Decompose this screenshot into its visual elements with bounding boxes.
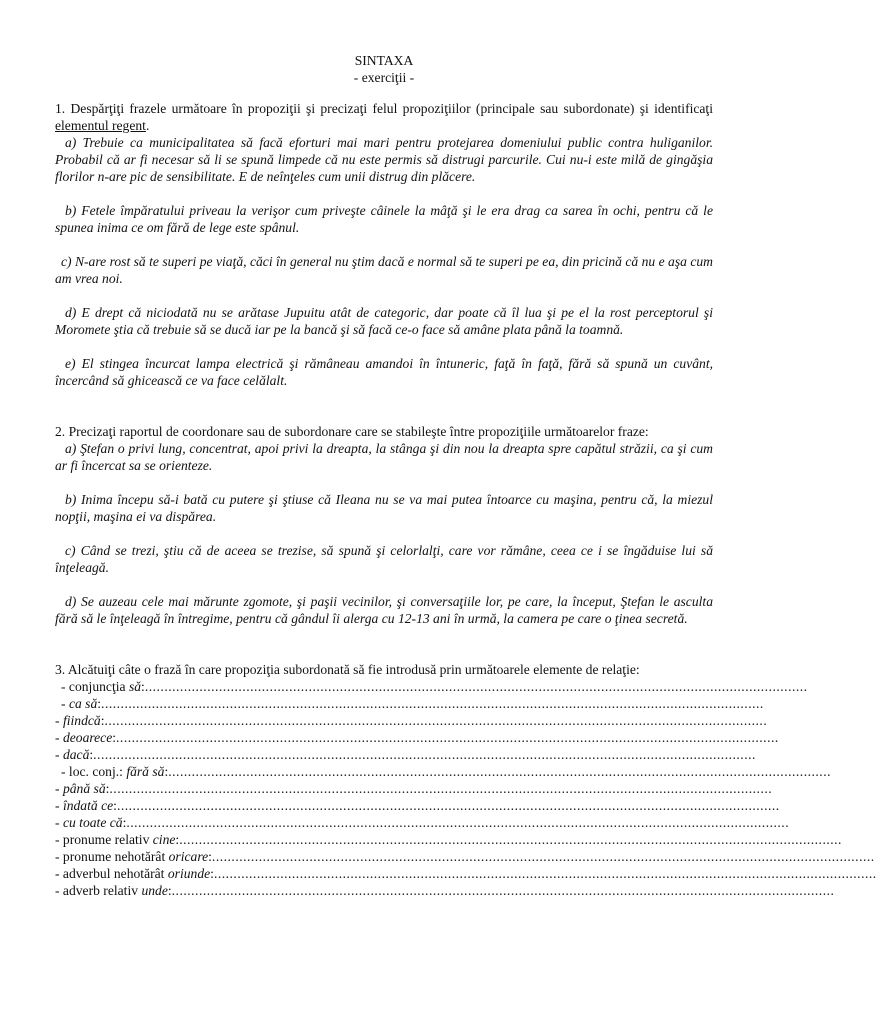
line-prefix: - — [55, 713, 63, 728]
exercise-1-underlined-term: elementul regent — [55, 118, 146, 133]
answer-line[interactable] — [55, 729, 779, 746]
answer-line[interactable] — [55, 746, 756, 763]
line-suffix: : — [100, 713, 105, 728]
answer-dots: .......................................................................................................................................................................... — [211, 849, 875, 864]
line-prefix: - — [55, 798, 63, 813]
line-prefix: - conjuncţia — [61, 679, 129, 694]
line-prefix: - — [55, 730, 63, 745]
exercise-1-item-b: b) Fetele împăratului priveau la verişor cum priveşte câinele la mâţă şi le era drag ca sarea în ochi, pentru că le spunea inima ce om fără de lege este spânul. — [55, 203, 713, 235]
exercise-1-item-e: e) El stingea încurcat lampa electrică şi rămâneau amandoi în întuneric, faţă în faţă, fără să spună un cuvânt, încercând să ghicească ce va face celălalt. — [55, 356, 713, 388]
answer-line[interactable] — [55, 797, 780, 814]
line-term: cine — [152, 832, 176, 847]
answer-dots: .......................................................................................................................................................................... — [101, 696, 764, 711]
answer-dots: .......................................................................................................................................................................... — [144, 679, 808, 694]
line-suffix: : — [167, 883, 172, 898]
line-suffix: : — [97, 696, 102, 711]
line-prefix: - loc. conj.: — [61, 764, 127, 779]
answer-line[interactable] — [55, 678, 808, 695]
line-term: oricare — [168, 849, 209, 864]
exercise-1-intro-end: . — [145, 118, 150, 133]
line-term: unde — [141, 883, 168, 898]
line-suffix: : — [112, 730, 117, 745]
answer-dots: .......................................................................................................................................................................... — [179, 832, 842, 847]
line-suffix: : — [141, 679, 145, 694]
line-term: să — [128, 679, 142, 694]
answer-line[interactable] — [55, 848, 875, 865]
line-suffix: : — [210, 866, 214, 881]
line-term: deoarece — [62, 730, 113, 745]
page-subtitle: - exerciţii - — [353, 70, 415, 85]
answer-line[interactable] — [55, 712, 768, 729]
answer-line[interactable] — [55, 831, 842, 848]
exercise-2-item-c: c) Când se trezi, ştiu că de aceea se trezise, să spună şi celorlalţi, care vor rămâne, ceea ce i se îngăduise lui să înţeleagă. — [55, 543, 713, 575]
answer-line[interactable] — [55, 780, 773, 797]
line-suffix: : — [105, 781, 110, 796]
line-term: dacă — [62, 747, 90, 762]
line-prefix: - — [55, 781, 63, 796]
answer-dots: .......................................................................................................................................................................... — [126, 815, 790, 830]
exercise-2-item-b: b) Inima începu să-i bată cu putere şi ştiuse că Ileana nu se va mai putea întoarce cu maşina, pentru că, la miezul nopţii, maşina ei va dispărea. — [55, 492, 713, 524]
exercise-1-instruction — [55, 100, 713, 134]
line-term: ca să — [68, 696, 98, 711]
answer-lines-list — [55, 678, 877, 899]
answer-dots: .......................................................................................................................................................................... — [116, 730, 779, 745]
answer-dots: .......................................................................................................................................................................... — [104, 713, 768, 728]
answer-dots: .......................................................................................................................................................................... — [93, 747, 756, 762]
answer-dots: .......................................................................................................................................................................... — [171, 883, 835, 898]
line-prefix: - pronume relativ — [55, 832, 153, 847]
answer-dots: .......................................................................................................................................................................... — [213, 866, 877, 881]
line-term: până să — [62, 781, 106, 796]
line-suffix: : — [164, 764, 169, 779]
answer-dots: .......................................................................................................................................................................... — [116, 798, 780, 813]
exercise-2-item-d: d) Se auzeau cele mai mărunte zgomote, şi paşii vecinilor, şi conversaţiile lor, pe care, la început, Ştefan le asculta fără să le înţeleagă în întregime, pentru că gândul îi alerga cu 12-13 ani în urmă, la camera pe care o ţinea secretă. — [55, 594, 713, 626]
line-prefix: - adverb relativ — [55, 883, 142, 898]
line-suffix: : — [208, 849, 212, 864]
worksheet-page — [55, 52, 877, 899]
answer-dots: .......................................................................................................................................................................... — [168, 764, 831, 779]
line-term: fără să — [126, 764, 165, 779]
answer-line[interactable] — [55, 882, 835, 899]
exercise-1-item-a: a) Trebuie ca municipalitatea să facă eforturi mai mari pentru protejarea domeniului public contra huliganilor. Probabil că ar fi necesar să li se spună limpede că nu este permis să distrugi parcurile. Cui nu-i este milă de gingăşia florilor n-are pic de sensibilitate. E de neînţeles cum unii distrug din plăcere. — [55, 135, 713, 184]
line-prefix: - adverbul nehotărât — [55, 866, 168, 881]
page-title: SINTAXA — [354, 53, 414, 68]
answer-line[interactable] — [55, 763, 831, 780]
exercise-1-item-c: c) N-are rost să te superi pe viaţă, căci în general nu ştim dacă e normal să te superi pe ea, din pricină că nu e aşa cum am vrea noi. — [55, 254, 713, 286]
line-prefix: - — [55, 747, 63, 762]
exercise-2-item-a: a) Ştefan o privi lung, concentrat, apoi privi la dreapta, la stânga şi din nou la dreapta spre capătul străzii, ca şi cum ar fi încercat sa se orienteze. — [55, 441, 713, 473]
line-prefix: - — [55, 815, 63, 830]
line-term: îndată ce — [62, 798, 114, 813]
line-suffix: : — [113, 798, 117, 813]
line-term: oriunde — [167, 866, 211, 881]
line-prefix: - pronume nehotărât — [55, 849, 169, 864]
line-term: cu toate că — [62, 815, 123, 830]
exercise-3-instruction: 3. Alcătuiţi câte o frază în care propoziţia subordonată să fie introdusă prin următoarele elemente de relaţie: — [55, 662, 640, 677]
answer-line[interactable] — [55, 865, 877, 882]
line-prefix: - — [61, 696, 69, 711]
exercise-2-instruction: 2. Precizaţi raportul de coordonare sau de subordonare care se stabileşte între propoziţiile următoarelor fraze: — [55, 424, 649, 439]
answer-dots: .......................................................................................................................................................................... — [109, 781, 773, 796]
line-suffix: : — [122, 815, 127, 830]
line-suffix: : — [89, 747, 94, 762]
answer-line[interactable] — [55, 814, 790, 831]
exercise-1-item-d: d) E drept că niciodată nu se arătase Jupuitu atât de categoric, dar poate că îl lua şi pe el la rost perceptorul şi Moromete ştia că trebuie să se ducă iar pe la bancă şi să facă ce-o face să amâne plata până la toamnă. — [55, 305, 713, 337]
exercise-1-intro-text: 1. Despărţiţi frazele următoare în propoziţii şi precizaţi felul propoziţiilor (principale sau subordonate) şi identificaţi — [55, 101, 713, 116]
line-suffix: : — [175, 832, 180, 847]
answer-line[interactable] — [55, 695, 764, 712]
line-term: fiindcă — [62, 713, 101, 728]
